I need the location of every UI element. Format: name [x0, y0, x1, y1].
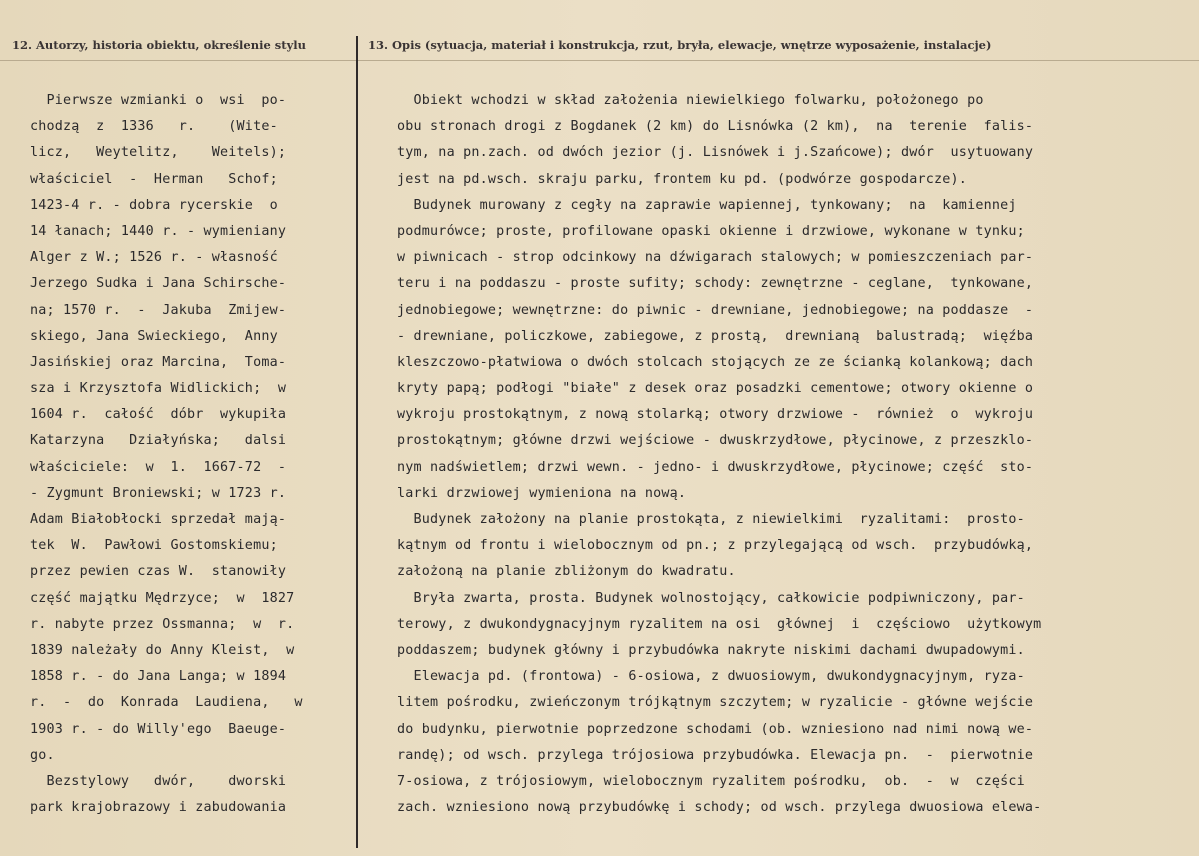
description-text-line: nym nadświetlem; drzwi wewn. - jedno- i dwuskrzydłowe, płycinowe; część sto- — [397, 459, 1034, 475]
history-text-line: r. - do Konrada Laudiena, w — [30, 695, 303, 711]
header-rule — [0, 60, 1199, 61]
history-text-column — [30, 88, 345, 821]
description-text-line: - drewniane, policzkowe, zabiegowe, z prostą, drewnianą balustradą; więźba — [397, 328, 1034, 344]
description-text-line: wykroju prostokątnym, z nową stolarką; otwory drzwiowe - również o wykroju — [397, 407, 1034, 423]
history-text-line: właściciele: w 1. 1667-72 - — [30, 459, 287, 475]
description-text-line: litem pośrodku, zwieńczonym trójkątnym szczytem; w ryzalicie - główne wejście — [397, 695, 1034, 711]
history-text-line: 1839 należały do Anny Kleist, w — [30, 642, 295, 658]
history-text-line: 1903 r. - do Willy'ego Baeuge- — [30, 721, 287, 737]
description-text-line: Bryła zwarta, prosta. Budynek wolnostojący, całkowicie podpiwniczony, par- — [397, 590, 1025, 606]
description-text-line: teru i na poddaszu - proste sufity; schody: zewnętrzne - ceglane, tynkowane, — [397, 276, 1034, 292]
history-text-line: skiego, Jana Swieckiego, Anny — [30, 328, 278, 344]
description-text-line: Obiekt wchodzi w skład założenia niewielkiego folwarku, położonego po — [397, 93, 984, 108]
history-text-line: właściciel - Herman Schof; — [30, 171, 278, 187]
history-text-line: park krajobrazowy i zabudowania — [30, 800, 287, 816]
description-text-line: Budynek murowany z cegły na zaprawie wapiennej, tynkowany; na kamiennej — [397, 197, 1017, 213]
description-text-line: jest na pd.wsch. skraju parku, frontem ku pd. (podwórze gospodarcze). — [397, 171, 968, 187]
description-text-line: do budynku, pierwotnie poprzedzone schodami (ob. wzniesiono nad nimi nową we- — [397, 721, 1034, 737]
description-text-line: jednobiegowe; wewnętrzne: do piwnic - drewniane, jednobiegowe; na poddasze - — [397, 302, 1034, 318]
history-text-line: - Zygmunt Broniewski; w 1723 r. — [30, 485, 287, 501]
description-text-line: 7-osiowa, z trójosiowym, wielobocznym ryzalitem pośrodku, ob. - w części — [397, 773, 1025, 789]
description-text-line: larki drzwiowej wymieniona na nową. — [397, 485, 687, 501]
description-text-column — [397, 88, 1172, 821]
section-12-heading: 12. Autorzy, historia obiektu, określenie stylu — [12, 38, 306, 52]
history-text-line: sza i Krzysztofa Widlickich; w — [30, 381, 287, 397]
description-text-line: obu stronach drogi z Bogdanek (2 km) do Lisnówka (2 km), na terenie falis- — [397, 119, 1034, 135]
history-text-line: licz, Weytelitz, Weitels); — [30, 145, 287, 161]
history-text-line: 1604 r. całość dóbr wykupiła — [30, 407, 287, 423]
history-text-line: 14 łanach; 1440 r. - wymieniany — [30, 223, 287, 239]
description-text-line: prostokątnym; główne drzwi wejściowe - dwuskrzydłowe, płycinowe, z przeszklo- — [397, 433, 1034, 449]
history-text-line: 1858 r. - do Jana Langa; w 1894 — [30, 669, 287, 685]
description-text-line: Elewacja pd. (frontowa) - 6-osiowa, z dwuosiowym, dwukondygnacyjnym, ryza- — [397, 669, 1025, 685]
description-text-line: terowy, z dwukondygnacyjnym ryzalitem na osi głównej i częściowo użytkowym — [397, 616, 1042, 632]
description-text-line: kryty papą; podłogi "białe" z desek oraz posadzki cementowe; otwory okienne o — [397, 381, 1034, 397]
description-text-line: tym, na pn.zach. od dwóch jezior (j. Lisnówek i j.Szańcowe); dwór usytuowany — [397, 145, 1034, 161]
description-text-line: w piwnicach - strop odcinkowy na dźwigarach stalowych; w pomieszczeniach par- — [397, 250, 1034, 266]
history-text-line: Pierwsze wzmianki o wsi po- — [30, 93, 287, 108]
history-text-line: tek W. Pawłowi Gostomskiemu; — [30, 538, 278, 554]
history-text-line: go. — [30, 747, 55, 763]
description-text-line: podmurówce; proste, profilowane opaski okienne i drzwiowe, wykonane w tynku; — [397, 223, 1025, 239]
description-text-line: kątnym od frontu i wielobocznym od pn.; z przylegającą od wsch. przybudówką, — [397, 538, 1034, 554]
history-text-line: 1423-4 r. - dobra rycerskie o — [30, 197, 278, 213]
column-divider — [356, 36, 358, 848]
description-text-line: randę); od wsch. przylega trójosiowa przybudówka. Elewacja pn. - pierwotnie — [397, 747, 1034, 763]
description-text-line: założoną na planie zbliżonym do kwadratu. — [397, 564, 736, 580]
history-text-line: r. nabyte przez Ossmanna; w r. — [30, 616, 295, 632]
history-text-line: Alger z W.; 1526 r. - własność — [30, 250, 278, 266]
history-text-line: część majątku Mędrzyce; w 1827 — [30, 590, 295, 606]
history-text-line: chodzą z 1336 r. (Wite- — [30, 119, 278, 135]
description-text-line: Budynek założony na planie prostokąta, z niewielkimi ryzalitami: prosto- — [397, 512, 1025, 527]
history-text-line: na; 1570 r. - Jakuba Zmijew- — [30, 302, 287, 318]
history-text-line: Jerzego Sudka i Jana Schirsche- — [30, 276, 287, 292]
history-text-line: Katarzyna Działyńska; dalsi — [30, 433, 287, 449]
description-text-line: kleszczowo-płatwiowa o dwóch stolcach stojących ze ze ścianką kolankową; dach — [397, 354, 1034, 370]
history-text-line: Bezstylowy dwór, dworski — [30, 773, 287, 789]
history-text-line: Adam Białobłocki sprzedał mają- — [30, 512, 287, 527]
description-text-line: zach. wzniesiono nową przybudówkę i schody; od wsch. przylega dwuosiowa elewa- — [397, 800, 1042, 816]
history-text-line: przez pewien czas W. stanowiły — [30, 564, 287, 580]
description-text-line: poddaszem; budynek główny i przybudówka nakryte niskimi dachami dwupadowymi. — [397, 642, 1025, 658]
section-13-heading: 13. Opis (sytuacja, materiał i konstrukcja, rzut, bryła, elewacje, wnętrze wyposażenie, instalacje) — [368, 38, 992, 52]
history-text-line: Jasińskiej oraz Marcina, Toma- — [30, 354, 287, 370]
